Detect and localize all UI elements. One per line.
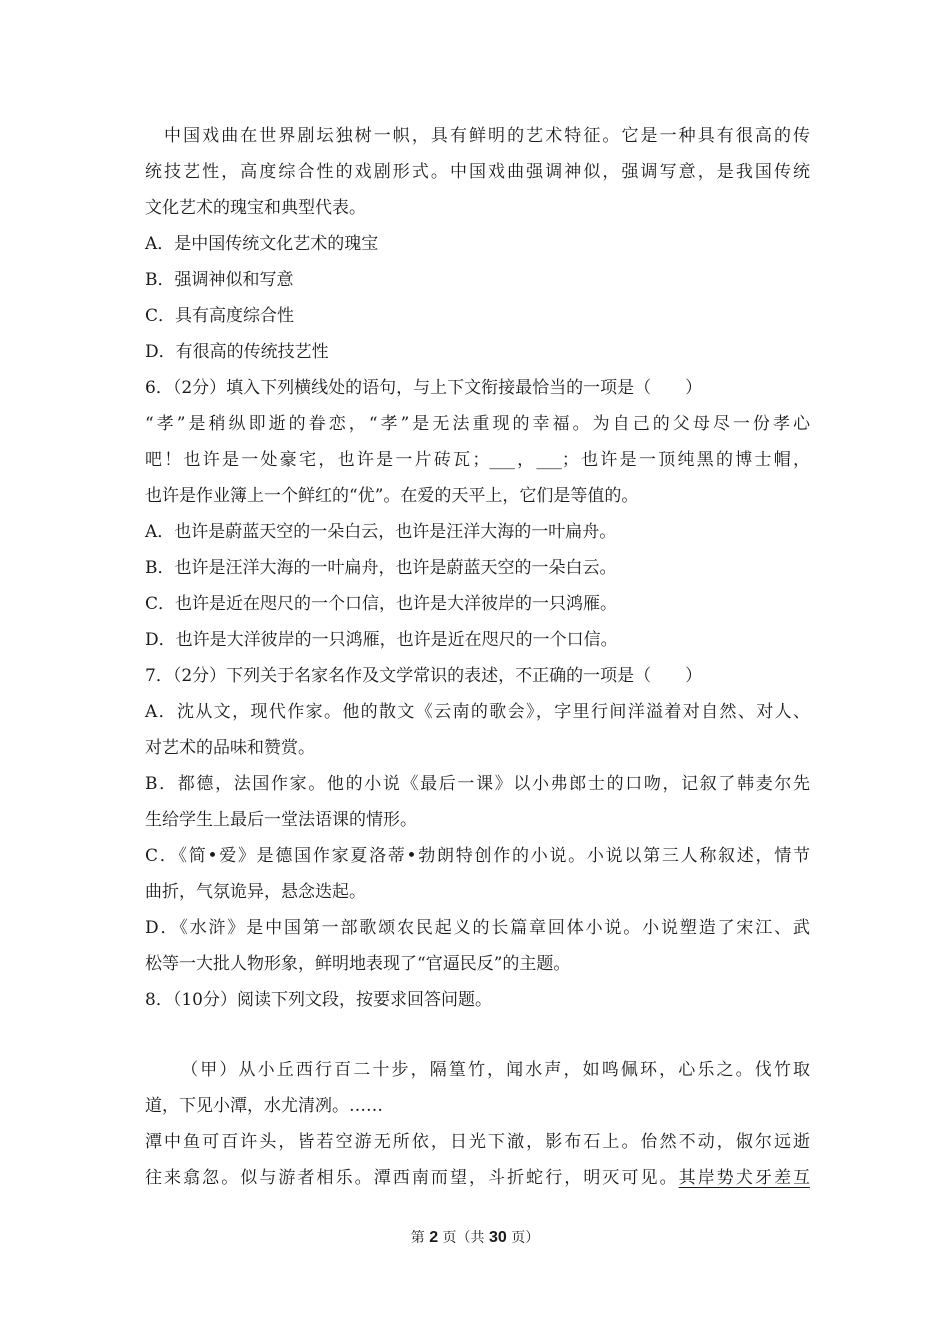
q6-option-c: C．也许是近在咫尺的一个口信，也许是大洋彼岸的一只鸿雁。 (145, 594, 618, 614)
q7-option-c-line-2: 曲折，气氛诡异，悬念迭起。 (145, 882, 366, 902)
q6-stem: 6．（2分）填入下列横线处的语句，与上下文衔接最恰当的一项是（ ） (145, 378, 703, 398)
q7-option-c-line-1: C．《简•爱》是德国作家夏洛蒂•勃朗特创作的小说。小说以第三人称叙述，情节 (145, 846, 810, 866)
footer-middle: 页（共 (438, 1230, 489, 1246)
q6-text-line-1: “孝”是稍纵即逝的眷恋，“孝”是无法重现的幸福。为自己的父母尽一份孝心 (145, 414, 810, 434)
q7-option-a-line-2: 对艺术的品味和赞赏。 (145, 738, 315, 758)
q7-stem: 7．（2分）下列关于名家名作及文学常识的表述，不正确的一项是（ ） (145, 666, 703, 686)
intro-line-3: 文化艺术的瑰宝和典型代表。 (145, 198, 366, 218)
q6-text-line-2: 吧！也许是一处豪宅，也许是一片砖瓦；___，___；也许是一顶纯黑的博士帽， (145, 450, 810, 470)
intro-line-1: 中国戏曲在世界剧坛独树一帜，具有鲜明的艺术特征。它是一种具有很高的传 (162, 126, 810, 146)
q7-option-b-line-2: 生给学生上最后一堂法语课的情形。 (145, 810, 417, 830)
q5-option-d: D．有很高的传统技艺性 (145, 342, 329, 362)
q5-option-c: C．具有高度综合性 (145, 306, 295, 326)
q7-option-b-line-1: B．都德，法国作家。他的小说《最后一课》以小弗郎士的口吻，记叙了韩麦尔先 (145, 774, 810, 794)
q8-underlined-phrase: 其岸势犬牙差互 (678, 1168, 811, 1188)
page-footer (0, 1228, 950, 1248)
q8-passage-line-4-plain: 往来翕忽。似与游者相乐。潭西南而望，斗折蛇行，明灭可见。 (145, 1168, 679, 1188)
q7-option-d-line-2: 松等一大批人物形象，鲜明地表现了“官逼民反”的主题。 (145, 954, 571, 974)
q5-option-b: B．强调神似和写意 (145, 270, 294, 290)
q8-passage-line-3: 潭中鱼可百许头，皆若空游无所依，日光下澈，影布石上。佁然不动，俶尔远逝 (145, 1132, 810, 1152)
footer-total-pages: 30 (489, 1229, 507, 1246)
intro-line-2: 统技艺性，高度综合性的戏剧形式。中国戏曲强调神似，强调写意，是我国传统 (145, 162, 810, 182)
q8-passage-line-4 (145, 1166, 810, 1190)
footer-prefix: 第 (410, 1230, 430, 1246)
q8-passage-line-1: （甲）从小丘西行百二十步，隔篁竹，闻水声，如鸣佩环，心乐之。伐竹取 (179, 1060, 810, 1080)
footer-page-number: 2 (429, 1229, 439, 1246)
q7-option-d-line-1: D．《水浒》是中国第一部歌颂农民起义的长篇章回体小说。小说塑造了宋江、武 (145, 918, 810, 938)
q6-option-a: A．也许是蔚蓝天空的一朵白云，也许是汪洋大海的一叶扁舟。 (145, 522, 617, 542)
q6-option-d: D．也许是大洋彼岸的一只鸿雁，也许是近在咫尺的一个口信。 (145, 630, 618, 650)
q6-option-b: B．也许是汪洋大海的一叶扁舟，也许是蔚蓝天空的一朵白云。 (145, 558, 617, 578)
q8-passage-line-2: 道，下见小潭，水尤清冽。…… (145, 1096, 383, 1116)
footer-suffix: 页） (506, 1230, 540, 1246)
q6-text-line-3: 也许是作业簿上一个鲜红的“优”。在爱的天平上，它们是等值的。 (145, 486, 639, 506)
q5-option-a: A．是中国传统文化艺术的瑰宝 (145, 234, 379, 254)
q7-option-a-line-1: A．沈从文，现代作家。他的散文《云南的歌会》，字里行间洋溢着对自然、对人、 (145, 702, 810, 722)
q8-stem: 8．（10分）阅读下列文段，按要求回答问题。 (145, 990, 492, 1010)
